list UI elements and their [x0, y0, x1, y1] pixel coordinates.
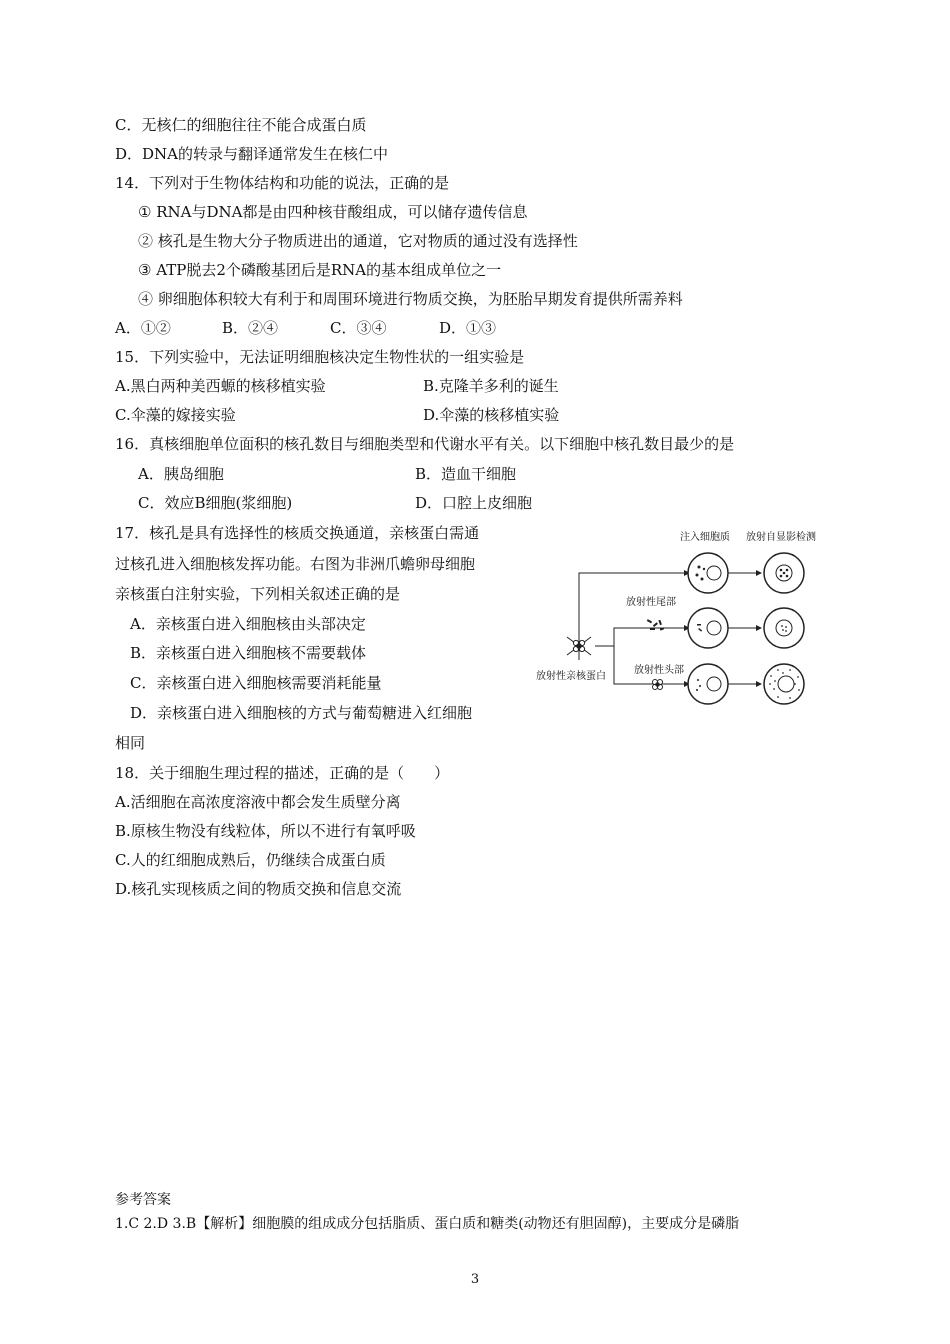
q15-option-b: B.克隆羊多利的诞生: [423, 377, 559, 395]
radioactive-tail-fragments-icon: [647, 619, 664, 630]
q14-item-1: ① RNA与DNA都是由四种核苷酸组成，可以储存遗传信息: [138, 203, 528, 221]
label-radioactive-nuclear-protein: 放射性亲核蛋白: [536, 671, 606, 682]
answers-text: 1.C 2.D 3.B【解析】细胞膜的组成成分包括脂质、蛋白质和糖类(动物还有胆固醇)，主要成分是磷脂: [115, 1216, 740, 1232]
page-number: 3: [470, 1272, 480, 1287]
q14-option-b: B．②④: [222, 319, 279, 337]
q14-stem: 14．下列对于生物体结构和功能的说法，正确的是: [115, 174, 450, 192]
q18-stem: 18．关于细胞生理过程的描述，正确的是（ ）: [115, 764, 450, 782]
q18-option-c: C.人的红细胞成熟后，仍继续合成蛋白质: [115, 851, 386, 869]
q14-options: [115, 318, 496, 338]
label-inject-cytoplasm: 注入细胞质: [680, 532, 730, 543]
oocyte-result-head: [764, 664, 804, 704]
oocyte-result-tail: [764, 608, 804, 648]
label-radioactive-tail: 放射性尾部: [626, 597, 676, 608]
q14-item-3: ③ ATP脱去2个磷酸基团后是RNA的基本组成单位之一: [138, 261, 502, 279]
q14-option-a: A．①②: [115, 319, 171, 337]
q13-option-d: D．DNA的转录与翻译通常发生在核仁中: [115, 145, 389, 163]
q13-option-c: C．无核仁的细胞往往不能合成蛋白质: [115, 116, 367, 134]
oocyte-injected-tail: [688, 608, 728, 648]
q17-stem-line-3: 亲核蛋白注射实验，下列相关叙述正确的是: [115, 585, 401, 603]
label-autoradiography: 放射自显影检测: [746, 532, 816, 543]
q17-stem-line-2: 过核孔进入细胞核发挥功能。右图为非洲爪蟾卵母细胞: [115, 555, 476, 573]
q17-option-a: A．亲核蛋白进入细胞核由头部决定: [130, 615, 366, 633]
q14-item-2: ② 核孔是生物大分子物质进出的通道，它对物质的通过没有选择性: [138, 232, 578, 250]
label-radioactive-head: 放射性头部: [634, 665, 684, 676]
oocyte-result-whole: [764, 553, 804, 593]
q18-option-b: B.原核生物没有线粒体，所以不进行有氧呼吸: [115, 822, 416, 840]
q18-option-d: D.核孔实现核质之间的物质交换和信息交流: [115, 880, 402, 898]
q16-option-d: D．口腔上皮细胞: [415, 494, 533, 512]
nuclear-protein-icon: [567, 632, 591, 660]
radioactive-head-icon: [653, 680, 663, 690]
q16-option-c: C．效应B细胞(浆细胞): [138, 494, 293, 512]
q15-option-a: A.黑白两种美西螈的核移植实验: [115, 377, 326, 395]
q14-option-c: C．③④: [330, 319, 387, 337]
q17-option-c: C．亲核蛋白进入细胞核需要消耗能量: [130, 674, 382, 692]
q18-option-a: A.活细胞在高浓度溶液中都会发生质壁分离: [115, 793, 401, 811]
q15-option-d: D.伞藻的核移植实验: [423, 406, 560, 424]
q17-option-d-continued: 相同: [115, 734, 146, 752]
q17-option-b: B．亲核蛋白进入细胞核不需要载体: [130, 644, 367, 662]
oocyte-injected-head: [688, 664, 728, 704]
oocyte-injected-whole: [688, 553, 728, 593]
q17-stem-line-1: 17．核孔是具有选择性的核质交换通道，亲核蛋白需通: [115, 524, 480, 542]
q16-option-a: A．胰岛细胞: [138, 465, 224, 483]
q15-stem: 15．下列实验中，无法证明细胞核决定生物性状的一组实验是: [115, 348, 525, 366]
answers-heading: 参考答案: [115, 1192, 171, 1208]
q15-option-c: C.伞藻的嫁接实验: [115, 406, 236, 424]
q17-option-d: D．亲核蛋白进入细胞核的方式与葡萄糖进入红细胞: [130, 704, 473, 722]
q16-option-b: B．造血干细胞: [415, 465, 517, 483]
q14-option-d: D．①③: [439, 319, 497, 337]
q16-stem: 16．真核细胞单位面积的核孔数目与细胞类型和代谢水平有关。以下细胞中核孔数目最少的是: [115, 435, 735, 453]
nuclear-protein-injection-diagram: [534, 524, 834, 724]
q14-item-4: ④ 卵细胞体积较大有利于和周围环境进行物质交换，为胚胎早期发育提供所需养料: [138, 290, 683, 308]
